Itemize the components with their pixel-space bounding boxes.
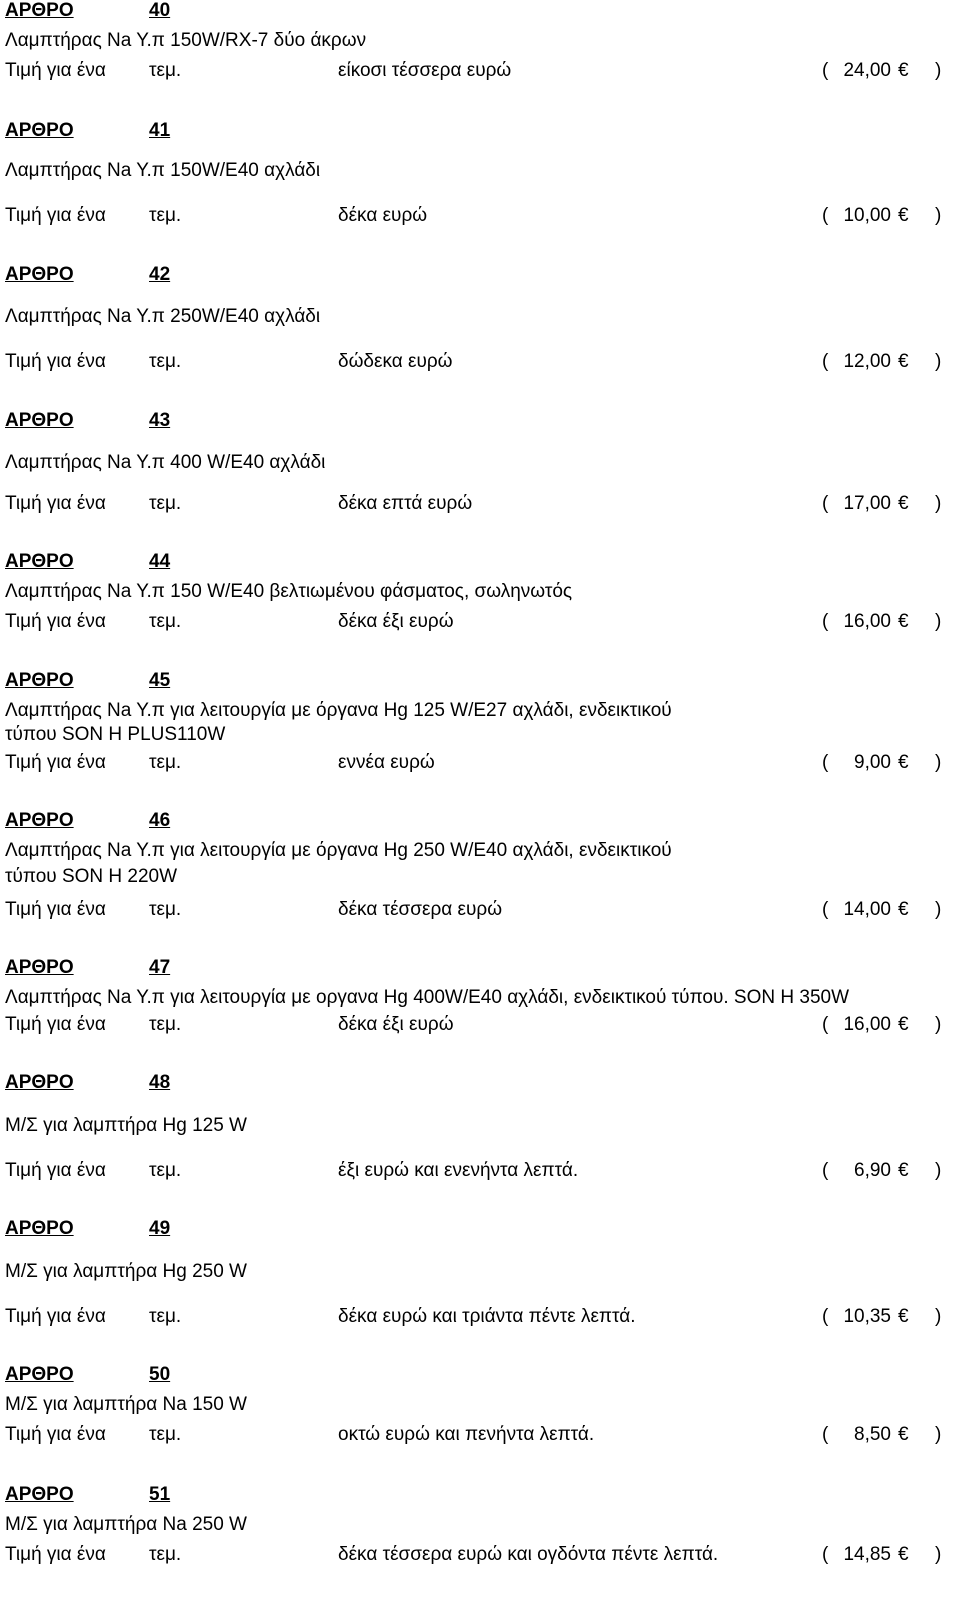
article-label: ΑΡΘΡΟ: [5, 1364, 74, 1385]
price-line: [0, 1014, 960, 1036]
close-paren: ): [935, 1306, 942, 1327]
price-amount: 14,00: [843, 899, 891, 920]
open-paren: (: [822, 351, 829, 372]
article-number: 42: [149, 264, 171, 285]
price-in-words: δέκα έξι ευρώ: [338, 1014, 454, 1035]
open-paren: (: [822, 1306, 829, 1327]
price-unit: τεμ.: [149, 1014, 182, 1035]
open-paren: (: [822, 1424, 829, 1445]
open-paren: (: [822, 1014, 829, 1035]
close-paren: ): [935, 1544, 942, 1565]
article-label: ΑΡΘΡΟ: [5, 670, 74, 691]
price-label: Τιμή για ένα: [5, 611, 106, 632]
close-paren: ): [935, 611, 942, 632]
price-amount: 10,00: [843, 205, 891, 226]
article-number: 40: [149, 0, 171, 21]
euro-icon: €: [898, 205, 909, 226]
article-number: 45: [149, 670, 171, 691]
article-number: 51: [149, 1484, 171, 1505]
article-label: ΑΡΘΡΟ: [5, 120, 74, 141]
price-label: Τιμή για ένα: [5, 1424, 106, 1445]
price-unit: τεμ.: [149, 1544, 182, 1565]
euro-icon: €: [898, 60, 909, 81]
euro-icon: €: [898, 493, 909, 514]
price-label: Τιμή για ένα: [5, 1306, 106, 1327]
close-paren: ): [935, 899, 942, 920]
article-description: Μ/Σ για λαμπτήρα Na 150 W: [5, 1394, 247, 1415]
price-unit: τεμ.: [149, 1306, 182, 1327]
euro-icon: €: [898, 351, 909, 372]
price-unit: τεμ.: [149, 611, 182, 632]
euro-icon: €: [898, 611, 909, 632]
article-description: Λαμπτήρας Na Y.π για λειτουργία με όργανα Hg 125 W/E27 αχλάδι, ενδεικτικού: [5, 700, 672, 721]
price-amount: 17,00: [843, 493, 891, 514]
price-amount: 6,90: [854, 1160, 891, 1181]
price-label: Τιμή για ένα: [5, 899, 106, 920]
article-label: ΑΡΘΡΟ: [5, 1484, 74, 1505]
price-line: [0, 1160, 960, 1182]
article-number: 41: [149, 120, 171, 141]
price-line: [0, 752, 960, 774]
price-label: Τιμή για ένα: [5, 351, 106, 372]
article-label: ΑΡΘΡΟ: [5, 810, 74, 831]
price-unit: τεμ.: [149, 60, 182, 81]
article-label: ΑΡΘΡΟ: [5, 264, 74, 285]
article-number: 48: [149, 1072, 171, 1093]
price-in-words: δέκα ευρώ: [338, 205, 428, 226]
price-amount: 8,50: [854, 1424, 891, 1445]
euro-icon: €: [898, 1014, 909, 1035]
price-label: Τιμή για ένα: [5, 60, 106, 81]
price-unit: τεμ.: [149, 899, 182, 920]
price-in-words: δέκα τέσσερα ευρώ και ογδόντα πέντε λεπτά.: [338, 1544, 719, 1565]
price-label: Τιμή για ένα: [5, 493, 106, 514]
close-paren: ): [935, 205, 942, 226]
close-paren: ): [935, 752, 942, 773]
price-line: [0, 1544, 960, 1566]
article-description: τύπου SON H 220W: [5, 866, 178, 887]
price-amount: 12,00: [843, 351, 891, 372]
close-paren: ): [935, 1014, 942, 1035]
price-line: [0, 899, 960, 921]
price-line: [0, 611, 960, 633]
article-label: ΑΡΘΡΟ: [5, 410, 74, 431]
close-paren: ): [935, 1424, 942, 1445]
price-amount: 9,00: [854, 752, 891, 773]
price-line: [0, 205, 960, 227]
price-unit: τεμ.: [149, 1160, 182, 1181]
price-in-words: δέκα τέσσερα ευρώ: [338, 899, 503, 920]
article-number: 50: [149, 1364, 171, 1385]
article-number: 47: [149, 957, 171, 978]
euro-icon: €: [898, 899, 909, 920]
article-description: Μ/Σ για λαμπτήρα Hg 125 W: [5, 1115, 247, 1136]
price-in-words: έξι ευρώ και ενενήντα λεπτά.: [338, 1160, 579, 1181]
price-in-words: οκτώ ευρώ και πενήντα λεπτά.: [338, 1424, 595, 1445]
euro-icon: €: [898, 1306, 909, 1327]
price-label: Τιμή για ένα: [5, 1014, 106, 1035]
close-paren: ): [935, 60, 942, 81]
price-in-words: δέκα επτά ευρώ: [338, 493, 473, 514]
open-paren: (: [822, 611, 829, 632]
price-line: [0, 493, 960, 515]
euro-icon: €: [898, 1424, 909, 1445]
open-paren: (: [822, 60, 829, 81]
price-amount: 10,35: [843, 1306, 891, 1327]
article-description: Λαμπτήρας Na Y.π 400 W/E40 αχλάδι: [5, 452, 326, 473]
price-in-words: δώδεκα ευρώ: [338, 351, 453, 372]
price-label: Τιμή για ένα: [5, 1160, 106, 1181]
price-amount: 16,00: [843, 611, 891, 632]
open-paren: (: [822, 1544, 829, 1565]
price-line: [0, 1424, 960, 1446]
open-paren: (: [822, 493, 829, 514]
price-unit: τεμ.: [149, 493, 182, 514]
price-amount: 16,00: [843, 1014, 891, 1035]
price-amount: 14,85: [843, 1544, 891, 1565]
article-description: τύπου SON H PLUS110W: [5, 724, 226, 745]
price-amount: 24,00: [843, 60, 891, 81]
open-paren: (: [822, 752, 829, 773]
close-paren: ): [935, 493, 942, 514]
article-description: Λαμπτήρας Na Y.π 150W/E40 αχλάδι: [5, 160, 321, 181]
price-unit: τεμ.: [149, 752, 182, 773]
euro-icon: €: [898, 1544, 909, 1565]
close-paren: ): [935, 351, 942, 372]
article-description: Λαμπτήρας Na Y.π 250W/E40 αχλάδι: [5, 306, 321, 327]
price-in-words: εννέα ευρώ: [338, 752, 435, 773]
price-label: Τιμή για ένα: [5, 1544, 106, 1565]
price-unit: τεμ.: [149, 205, 182, 226]
euro-icon: €: [898, 752, 909, 773]
open-paren: (: [822, 899, 829, 920]
open-paren: (: [822, 1160, 829, 1181]
article-label: ΑΡΘΡΟ: [5, 1218, 74, 1239]
euro-icon: €: [898, 1160, 909, 1181]
article-description: Μ/Σ για λαμπτήρα Na 250 W: [5, 1514, 247, 1535]
article-label: ΑΡΘΡΟ: [5, 957, 74, 978]
price-in-words: δέκα ευρώ και τριάντα πέντε λεπτά.: [338, 1306, 636, 1327]
price-label: Τιμή για ένα: [5, 205, 106, 226]
price-label: Τιμή για ένα: [5, 752, 106, 773]
article-number: 44: [149, 551, 171, 572]
article-description: Μ/Σ για λαμπτήρα Hg 250 W: [5, 1261, 247, 1282]
article-number: 43: [149, 410, 171, 431]
price-in-words: δέκα έξι ευρώ: [338, 611, 454, 632]
open-paren: (: [822, 205, 829, 226]
price-line: [0, 351, 960, 373]
article-description: Λαμπτήρας Na Y.π 150 W/E40 βελτιωμένου φάσματος, σωληνωτός: [5, 581, 573, 602]
price-unit: τεμ.: [149, 1424, 182, 1445]
article-description: Λαμπτήρας Na Y.π 150W/RX-7 δύο άκρων: [5, 30, 367, 51]
article-number: 49: [149, 1218, 171, 1239]
article-label: ΑΡΘΡΟ: [5, 551, 74, 572]
price-unit: τεμ.: [149, 351, 182, 372]
article-label: ΑΡΘΡΟ: [5, 0, 74, 21]
price-in-words: είκοσι τέσσερα ευρώ: [338, 60, 512, 81]
article-number: 46: [149, 810, 171, 831]
article-label: ΑΡΘΡΟ: [5, 1072, 74, 1093]
article-description: Λαμπτήρας Na Y.π για λειτουργία με όργανα Hg 250 W/E40 αχλάδι, ενδεικτικού: [5, 840, 672, 861]
price-line: [0, 60, 960, 82]
article-description: Λαμπτήρας Na Y.π για λειτουργία με οργανα Hg 400W/E40 αχλάδι, ενδεικτικού τύπου. SON H 350W: [5, 987, 850, 1008]
price-line: [0, 1306, 960, 1328]
close-paren: ): [935, 1160, 942, 1181]
